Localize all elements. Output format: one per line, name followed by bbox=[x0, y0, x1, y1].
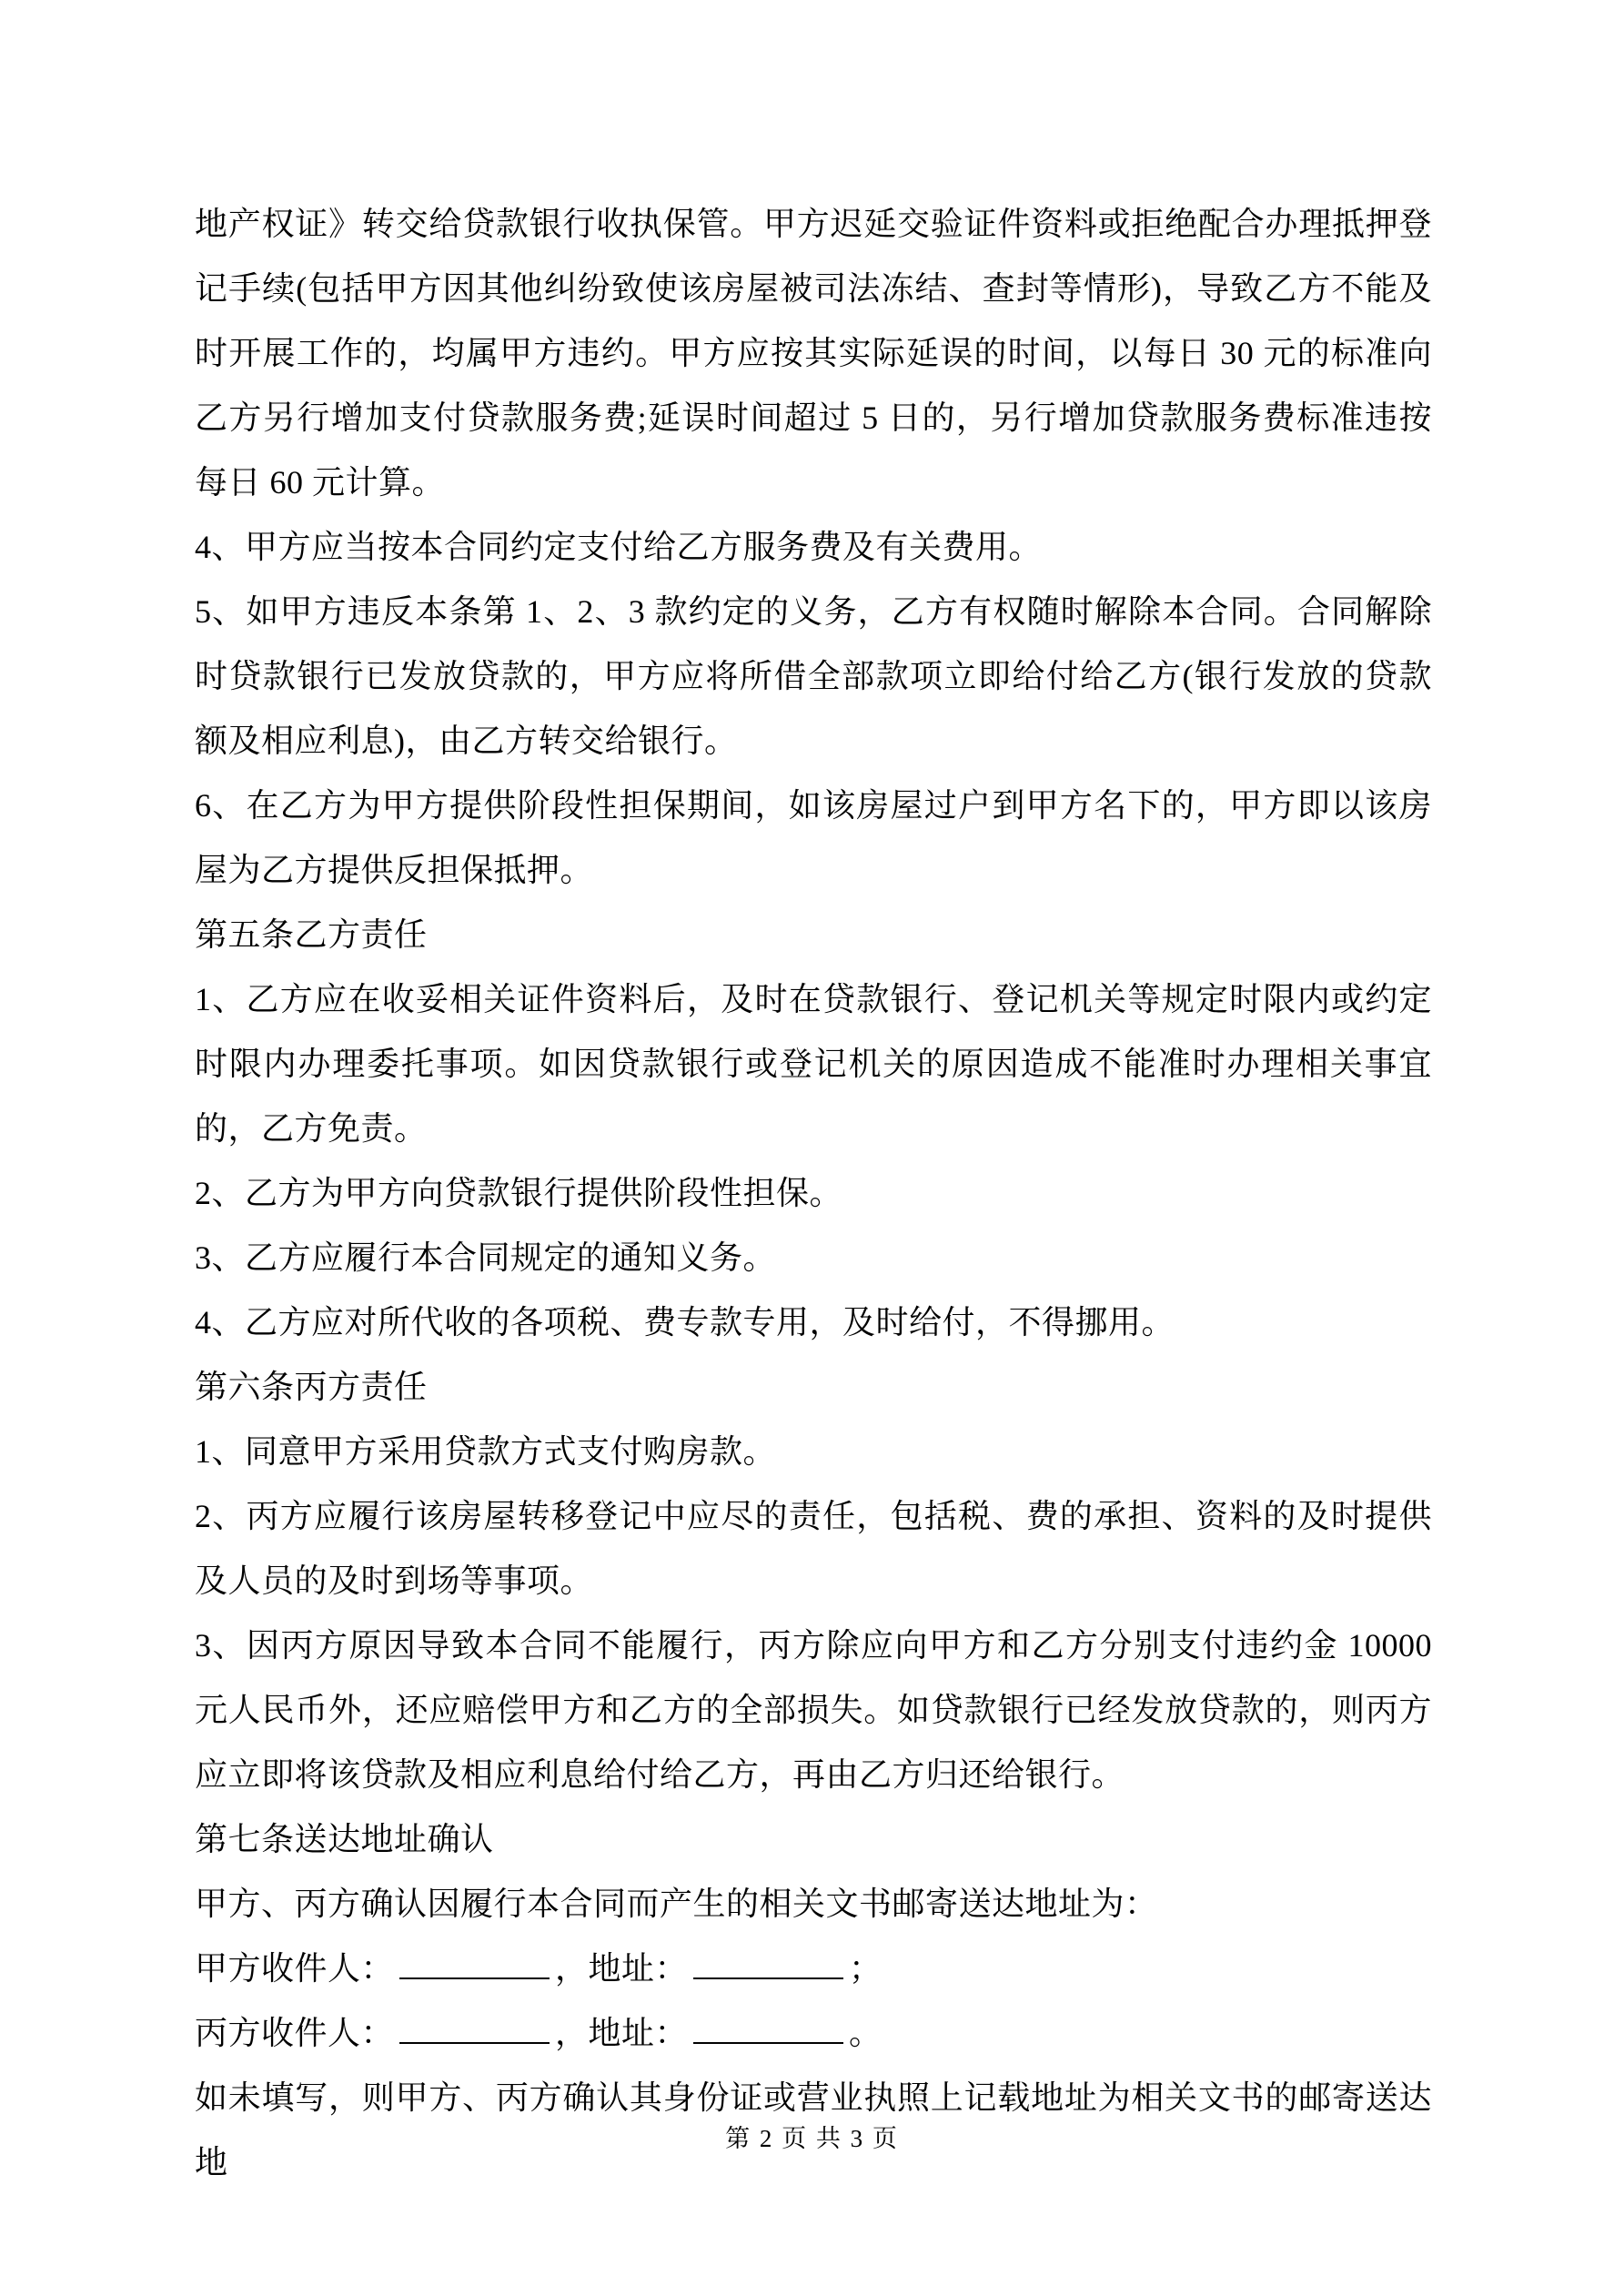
section-heading: 第五条乙方责任 bbox=[195, 916, 428, 953]
fill-line-text: ，地址： bbox=[555, 1950, 689, 1987]
fill-line-text: 。 bbox=[849, 2015, 883, 2051]
party-c-recipient-line bbox=[195, 2001, 1432, 2066]
paragraph: 6、在乙方为甲方提供阶段性担保期间，如该房屋过户到甲方名下的，甲方即以该房屋为乙方提供反担保抵押。 bbox=[195, 787, 1432, 888]
paragraph: 4、甲方应当按本合同约定支付给乙方服务费及有关费用。 bbox=[195, 529, 1043, 565]
fill-in-blank-underline bbox=[399, 1945, 550, 1979]
section-heading: 第七条送达地址确认 bbox=[195, 1821, 494, 1857]
fill-line-text: 丙方收件人： bbox=[195, 2015, 395, 2051]
page-footer: 第 2 页 共 3 页 bbox=[725, 2125, 899, 2152]
paragraph: 3、因丙方原因导致本合同不能履行，丙方除应向甲方和乙方分别支付违约金 10000 元人民币外，还应赔偿甲方和乙方的全部损失。如贷款银行已经发放贷款的，则丙方应立即将该贷款及相应利息给付给乙方，再由乙方归还给银行。 bbox=[195, 1627, 1432, 1793]
fill-in-blank-underline bbox=[399, 2009, 550, 2044]
paragraph: 1、乙方应在收妥相关证件资料后，及时在贷款银行、登记机关等规定时限内或约定时限内办理委托事项。如因贷款银行或登记机关的原因造成不能准时办理相关事宜的，乙方免责。 bbox=[195, 981, 1432, 1147]
paragraph: 2、丙方应履行该房屋转移登记中应尽的责任，包括税、费的承担、资料的及时提供及人员的及时到场等事项。 bbox=[195, 1498, 1432, 1599]
paragraph: 4、乙方应对所代收的各项税、费专款专用，及时给付，不得挪用。 bbox=[195, 1304, 1175, 1340]
paragraph: 2、乙方为甲方向贷款银行提供阶段性担保。 bbox=[195, 1175, 843, 1211]
fill-line-text: 甲方收件人： bbox=[195, 1950, 395, 1987]
party-a-recipient-line bbox=[195, 1937, 1432, 2001]
paragraph: 如未填写，则甲方、丙方确认其身份证或营业执照上记载地址为相关文书的邮寄送达地 bbox=[195, 2079, 1432, 2180]
paragraph: 3、乙方应履行本合同规定的通知义务。 bbox=[195, 1239, 777, 1276]
paragraph: 5、如甲方违反本条第 1、2、3 款约定的义务，乙方有权随时解除本合同。合同解除时贷款银行已发放贷款的，甲方应将所借全部款项立即给付给乙方(银行发放的贷款额及相应利息)，由乙方转交给银行。 bbox=[195, 593, 1432, 759]
paragraph: 地产权证》转交给贷款银行收执保管。甲方迟延交验证件资料或拒绝配合办理抵押登记手续(包括甲方因其他纠纷致使该房屋被司法冻结、查封等情形)，导致乙方不能及时开展工作的，均属甲方违约。甲方应按其实际延误的时间，以每日 30 元的标准向乙方另行增加支付贷款服务费;延误时间超过 5 日的，另行增加贷款服务费标准违按每日 60 元计算。 bbox=[195, 206, 1432, 501]
fill-in-blank-underline bbox=[693, 1945, 843, 1979]
paragraph: 甲方、丙方确认因履行本合同而产生的相关文书邮寄送达地址为： bbox=[195, 1886, 1158, 1922]
section-heading: 第六条丙方责任 bbox=[195, 1369, 428, 1405]
fill-in-blank-underline bbox=[693, 2009, 843, 2044]
paragraph: 1、同意甲方采用贷款方式支付购房款。 bbox=[195, 1433, 777, 1470]
document-body bbox=[195, 192, 1432, 2195]
fill-line-text: ，地址： bbox=[555, 2015, 689, 2051]
fill-line-text: ； bbox=[849, 1950, 883, 1987]
